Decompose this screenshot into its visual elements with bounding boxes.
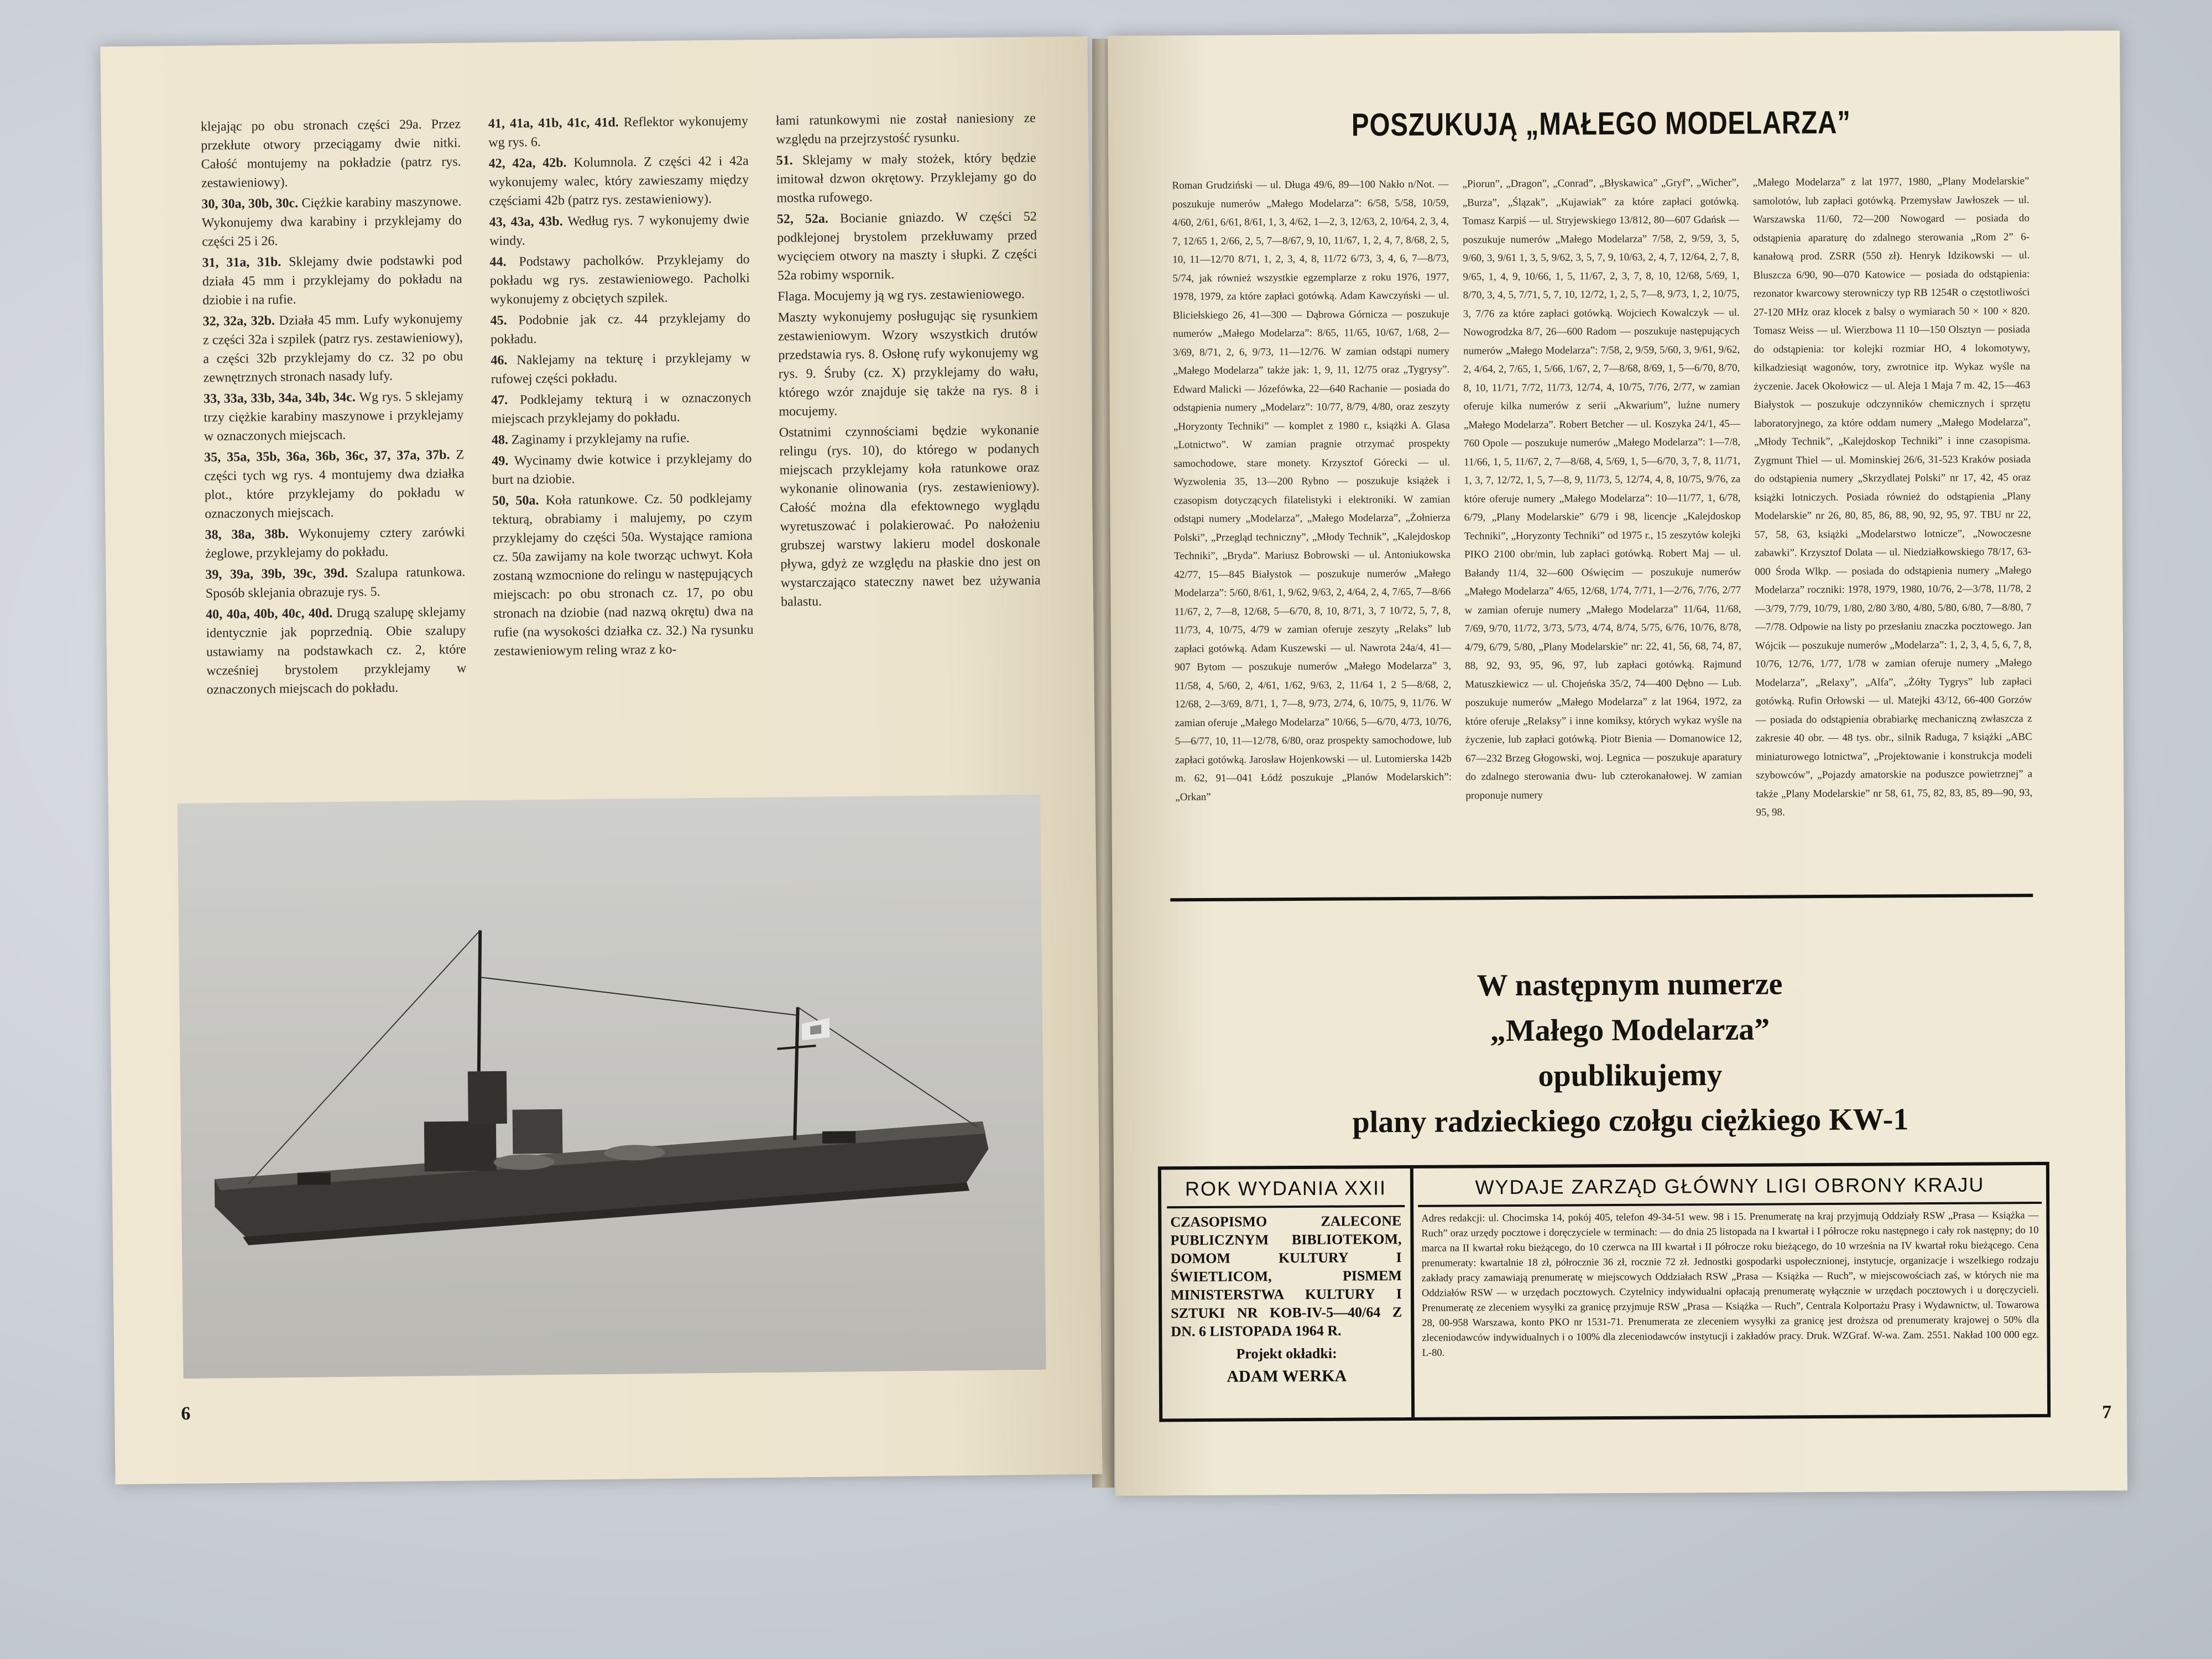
instruction-paragraph bbox=[490, 309, 750, 349]
ship-model-photo bbox=[178, 795, 1046, 1379]
publication-year-header: ROK WYDANIA XXII bbox=[1167, 1168, 1405, 1208]
instruction-text: Reflektor wykonujemy wg rys. 6. bbox=[488, 114, 749, 150]
part-numbers: 47. bbox=[491, 393, 520, 408]
part-numbers: 38, 38a, 38b. bbox=[205, 526, 299, 542]
instruction-text: Flaga. Mocujemy ją wg rys. zestawieniowego. bbox=[778, 286, 1025, 304]
instruction-paragraph bbox=[204, 387, 464, 446]
part-numbers: 45. bbox=[490, 313, 519, 328]
right-page-column-2 bbox=[1462, 174, 1742, 805]
instruction-paragraph bbox=[202, 310, 463, 388]
section-divider bbox=[1170, 894, 2033, 901]
instruction-paragraph bbox=[776, 149, 1036, 208]
part-numbers: 46. bbox=[491, 353, 517, 368]
page-number-left: 6 bbox=[181, 1403, 191, 1425]
instruction-paragraph bbox=[489, 210, 750, 251]
publication-info bbox=[1161, 1168, 1415, 1418]
ship-model-illustration bbox=[178, 795, 1046, 1379]
instruction-text: Podobnie jak cz. 44 przyklejamy do pokładu. bbox=[490, 311, 750, 347]
publisher-info bbox=[1413, 1165, 2047, 1417]
part-numbers: 33, 33a, 33b, 34a, 34b, 34c. bbox=[203, 390, 359, 406]
instruction-text: Bocianie gniazdo. W części 52 podklejonej brystolem przekłuwamy przed wycięciem otwory na maszty i słupki. Z części 52a robimy wspornik. bbox=[776, 209, 1037, 283]
publisher-header: WYDAJE ZARZĄD GŁÓWNY LIGI OBRONY KRAJU bbox=[1418, 1165, 2042, 1207]
left-page-column-2 bbox=[488, 112, 754, 663]
instruction-paragraph bbox=[201, 115, 461, 193]
part-numbers: 52, 52a. bbox=[776, 211, 841, 227]
instruction-paragraph bbox=[205, 523, 466, 564]
instruction-text: Działa 45 mm. Lufy wykonujemy z części 32a i szpilek (patrz rys. zestawieniowy), a części 32b przyklejamy do cz. 32 po obu zewnętrznych stronach nasady lufy. bbox=[202, 311, 463, 385]
instruction-paragraph bbox=[492, 428, 752, 450]
left-page-column-3 bbox=[776, 109, 1041, 614]
instruction-paragraph bbox=[779, 421, 1041, 612]
instruction-text: Zaginamy i przyklejamy na rufie. bbox=[511, 431, 690, 447]
instruction-paragraph bbox=[201, 192, 462, 252]
part-numbers: 44. bbox=[489, 254, 519, 270]
instruction-text: klejając po obu stronach części 29a. Przez przekłute otwory przeciągamy dwie nitki. Całość montujemy na pokładzie (patrz rys. zestawieniowy). bbox=[200, 117, 461, 191]
instruction-text: Sklejamy dwie podstawki pod działa 45 mm i przyklejamy do pokładu na dziobie i na rufie. bbox=[202, 253, 463, 308]
instruction-text: Sklejamy w mały stożek, który będzie imitował dzwon okrętowy. Przyklejamy go do mostka rufowego. bbox=[776, 150, 1037, 206]
instruction-text: Według rys. 7 wykonujemy dwie windy. bbox=[489, 212, 749, 249]
instruction-text: Podstawy pacholków. Przyklejamy do pokładu wg rys. zestawieniowego. Pacholki wykonujemy z obciętych szpilek. bbox=[489, 252, 750, 307]
instruction-paragraph bbox=[202, 251, 462, 310]
instruction-paragraph bbox=[206, 603, 467, 700]
part-numbers: 50, 50a. bbox=[492, 493, 546, 509]
part-numbers: 41, 41a, 41b, 41c, 41d. bbox=[488, 115, 624, 132]
ads-column-3-text: „Małego Modelarza” z lat 1977, 1980, „Plany Modelarskie” samolotów, lub zapłaci gotówką. Przemysław Jawłoszek — ul. Warszawska 11/60, 72—200 Nowogard — posiada do odstąpienia aparaturę do zdalnego sterowania „Rom 2” 6-kanałową prod. ZSRR (550 zł). Henryk Idzikowski — ul. Bluszcza 6/90, 90—070 Katowice — posiada do odstąpienia: rezonator kwarcowy sterowniczy typ RB 1254R o częstotliwości 27-120 MHz oraz klocek z balsy o wymiarach 50 × 100 × 820. Tomasz Weiss — ul. Wierzbowa 11 10—150 Olsztyn — posiada do odstąpienia: tor kolejki rozmiar HO, 4 lokomotywy, kilkadziesiąt wagonów, tory, zwrotnice itp. Wykaz wyśle na życzenie. Jacek Okołowicz — ul. Aleja 1 Maja 7 m. 42, 15—463 Białystok — poszukuje odczynników chemicznych i sprzętu laboratoryjnego, za które oddam numery „Małego Modelarza”, „Młody Technik”, „Kalejdoskop Techniki” i inne czasopisma. Zygmunt Thiel — ul. Mominskiej 26/6, 31-523 Kraków posiada do odstąpienia numery „Skrzydlatej Polski” nr 17, 42, 45 oraz książki lotniczych. Posiada również do odstąpienia „Plany Modelarskie” nr 26, 80, 85, 86, 88, 90, 92, 95, 97. TBU nr 22, 57, 58, 63, książki „Modelarstwo lotnicze”, „Nowoczesne zabawki”. Krzysztof Dolata — ul. Niedziałkowskiego 78/17, 63-000 Środa Wlkp. — posiada do odstąpienia numery „Małego Modelarza” roczniki: 1978, 1979, 1980, 10/76, 2—3/78, 11/78, 2—3/79, 7/79, 10/79, 1/80, 2/80 3/80, 4/80, 5/80, 6/80, 7—8/80, 7—7/78. Odpowie na listy po przesłaniu znaczka pocztowego. Jan Wójcik — poszukuje numerów „Modelarza”: 1, 2, 3, 4, 5, 6, 7, 8, 10/76, 12/76, 1/77, 1/78 w zamian oferuje numery „Małego Modelarza”, „Relaxy”, „Alfa”, „Żółty Tygrys” lub zapłaci gotówką. Rufin Orłowski — ul. Matejki 43/12, 66-400 Gorzów — posiada do odstąpienia obrabiarkę mechaniczną zwłaszcza z zakresie 40 obr. — 48 tys. obr., silnik Radugа, 7 książki „ABC miniaturowego lotnictwa”, „Projektowanie i konstrukcja modeli szybowców”, „Pojazdy amatorskie na poduszce powietrznej” a także „Plany Modelarskie” nr 58, 61, 75, 82, 83, 85, 89—90, 93, 95, 98. bbox=[1752, 175, 2033, 818]
right-page-column-1 bbox=[1172, 175, 1452, 807]
instruction-text: Drugą szalupę sklejamy identycznie jak poprzednią. Obie szalupy ustawiamy na podstawkach cz. 2, które wcześniej brystolem przyklejamy w oznaczonych miejscach do pokładu. bbox=[206, 604, 467, 697]
instruction-text: Naklejamy na tekturę i przyklejamy w rufowej części pokładu. bbox=[491, 351, 751, 387]
left-page bbox=[100, 36, 1102, 1485]
page-number-right: 7 bbox=[2102, 1402, 2112, 1423]
instruction-paragraph bbox=[492, 449, 752, 489]
left-page-column-1 bbox=[201, 115, 467, 702]
announcement-line-1: W następnym numerze bbox=[1477, 967, 1783, 1003]
instruction-text: Wycinamy dwie kotwice i przyklejamy do burt na dziobie. bbox=[492, 451, 752, 488]
instruction-text: Koła ratunkowe. Cz. 50 podklejamy tekturą, obrabiamy i malujemy, po czym przyklejamy do części 50a. Wystające ramiona cz. 50a zawijamy na kole tworząc uchwyt. Koła zostaną wzmocnione do relingu w następujących miejscach: po obu stronach cz. 17, po obu stronach na dziobie (nad nazwą okrętu) dwa na rufie (na wysokości działka cz. 32.) Na rysunku zestawieniowym reling wraz z ko- bbox=[492, 491, 754, 659]
instruction-text: Kolumnola. Z części 42 i 42a wykonujemy walec, który zawieszamy między częściami 42b (patrz rys. zestawieniowy). bbox=[488, 154, 749, 209]
instruction-text: Wg rys. 5 sklejamy trzy ciężkie karabiny maszynowe i przyklejamy w oznaczonych miejscach. bbox=[204, 389, 464, 444]
part-numbers: 31, 31a, 31b. bbox=[202, 254, 289, 270]
part-numbers: 43, 43a, 43b. bbox=[489, 214, 568, 230]
part-numbers: 51. bbox=[776, 153, 803, 168]
instruction-paragraph bbox=[489, 152, 749, 211]
instruction-paragraph bbox=[491, 348, 751, 389]
next-issue-announcement bbox=[1223, 960, 2037, 1146]
instruction-text: Z części tych wg rys. 4 montujemy dwa działka plot., które przyklejamy do pokładu w oznaczonych miejscach. bbox=[204, 447, 465, 521]
right-page-column-3 bbox=[1752, 172, 2032, 822]
instruction-paragraph bbox=[777, 207, 1037, 285]
instruction-paragraph bbox=[488, 112, 749, 152]
instruction-text: Maszty wykonujemy posługując się rysunkiem zestawieniowym. Wzory wszystkich drutów przedstawia rys. 8. Osłonę rufy wykonujemy wg rys. 9. Śruby (cz. X) przyklejamy do wału, którego wzór znajduje się także na rys. 8 i mocujemy. bbox=[778, 307, 1039, 419]
part-numbers: 48. bbox=[491, 432, 512, 448]
announcement-line-4: plany radzieckiego czołgu ciężkiego KW-1 bbox=[1352, 1102, 1909, 1140]
instruction-text: Podklejamy tekturą i w oznaczonych miejscach przyklejamy do pokładu. bbox=[491, 390, 752, 427]
part-numbers: 32, 32a, 32b. bbox=[202, 314, 279, 329]
instruction-paragraph bbox=[778, 285, 1037, 306]
instruction-paragraph bbox=[492, 489, 754, 661]
announcement-line-2: „Małego Modelarza” bbox=[1490, 1012, 1770, 1048]
instruction-text: łami ratunkowymi nie został naniesiony ze względu na przejrzystość rysunku. bbox=[775, 111, 1036, 147]
instruction-text: Wykonujemy cztery zarówki żeglowe, przyklejamy do pokładu. bbox=[205, 525, 465, 561]
ads-column-2-text: „Piorun”, „Dragon”, „Conrad”, „Błyskawica” „Gryf”, „Wicher”, „Burza”, „Ślązak”, „Kujawiak” za które zapłaci gotówką. Tomasz Karpiś — ul. Stryjewskiego 13/812, 80—607 Gdańsk — poszukuje numerów „Małego Modelarza” 7/58, 2, 9/59, 3, 5, 9/60, 3, 9/61 1, 3, 5, 9/62, 3, 5, 7, 9, 10/63, 2, 4, 7, 12/64, 2, 7, 8, 9/65, 1, 4, 9, 10/66, 1, 5, 11/67, 2, 3, 7, 8, 10, 12/68, 5/69, 1, 8/70, 3, 4, 5, 7/71, 5, 7, 10, 12/72, 1, 2, 5, 7—8, 9/73, 1, 2, 10/75, 3, 7/76 za które zapłaci gotówką. Wojciech Kowalczyk — ul. Nowogrodzka 8/7, 26—600 Radom — poszukuje następujących numerów „Małego Modelarza”: 7/58, 2, 9/59, 5/60, 3, 9/61, 9/62, 2, 4/64, 2, 7/65, 1, 5/66, 1/67, 2, 7—8/68, 8/69, 1, 5—6/70, 8/70, 8, 10, 11/71, 7/72, 11/73, 12/74, 4, 10/75, 7/76, 2/77, w zamian oferuje kilka numerów z serii „Akwarium”, luźne numery „Małego Modelarza”. Robert Betcher — ul. Koszyka 24/1, 45—760 Opole — poszukuje numerów „Małego Modelarza”: 1—7/8, 11/66, 1, 5, 11/67, 2, 7—8/68, 4, 5/69, 1, 5—6/70, 3, 7, 8, 11/71, 1, 3, 7, 12/72, 1, 5, 7—8, 9, 11/73, 5, 12/74, 4, 8, 10/75, 9/76, za które oferuje numery „Małego Modelarza”: 10—11/77, 1, 6/78, 6/79, „Plany Modelarskie” 6/79 i 98, licencje „Kalejdoskop Techniki”, „Horyzonty Techniki” od 1975 r., 15 zeszytów kolejki PIKO 2100 obr/min, lub zapłaci gotówką. Robert Maj — ul. Bałandy 11/4, 32—600 Oświęcim — poszukuje numerów „Małego Modelarza” 4/65, 12/68, 1/74, 7/71, 1—2/76, 7/76, 2/77 w zamian oferuje numery „Małego Modelarza” 11/64, 11/68, 7/69, 9/70, 11/72, 3/73, 5/73, 4/74, 8/74, 5/75, 6/76, 10/76, 8/78, 4/79, 6/79, 5/80, „Plany Modelarskie” nr: 22, 41, 56, 68, 74, 87, 88, 92, 93, 95, 96, 97, lub zapłaci gotówką. Rajmund Matuszkiewicz — ul. Chojeńska 35/2, 74—400 Dębno — Lub. poszukuje numerów „Małego Modelarza” z lat 1964, 1972, za które oferuje „Relaksy” i inne komiksy, których wykaz wyśle na życzenie, lub zapłaci gotówką. Piotr Bienia — Domanowice 12, 67—232 Brzeg Głogowski, woj. Legnica — poszukuje aparatury do zdalnego sterowania dwu- lub czterokanałowej. W zamian proponuje numery bbox=[1462, 176, 1743, 801]
part-numbers: 30, 30a, 30b, 30c. bbox=[201, 196, 302, 212]
part-numbers: 40, 40a, 40b, 40c, 40d. bbox=[206, 606, 337, 622]
publication-recommendation: CZASOPISMO ZALECONE PUBLICZNYM BIBLIOTEKOM, DOMOM KULTURY I ŚWIETLICOM, PISMEM MINISTERSTWA KULTURY I SZTUKI NR KOB-IV-5—40/64 Z DN. 6 LISTOPADA 1964 R. bbox=[1170, 1213, 1402, 1340]
announcement-line-3: opublikujemy bbox=[1538, 1058, 1723, 1093]
instruction-paragraph bbox=[489, 250, 750, 309]
right-page bbox=[1108, 30, 2127, 1496]
instruction-paragraph bbox=[778, 306, 1039, 421]
page-title: POSZUKUJĄ „MAŁEGO MODELARZA” bbox=[1351, 104, 1851, 143]
masthead-box bbox=[1158, 1162, 2051, 1422]
subscription-details: Adres redakcji: ul. Chocimska 14, pokój 405, telefon 49-34-51 wew. 98 i 15. Prenumeratę na kraj przyjmują Oddziały RSW „Prasa — Książka — Ruch” oraz urzędy pocztowe i doręczyciele w terminach: — do dnia 25 listopada na I kwartał i I półrocze roku następnego i cały rok następny; do 10 marca na II kwartał roku bieżącego, do 10 czerwca na III kwartał i II półrocze roku bieżącego, do 10 września na IV kwartał roku bieżącego. Cena prenumeraty: kwartalnie 18 zł, półrocznie 36 zł, rocznie 72 zł. Jednostki gospodarki uspołecznionej, instytucje, organizacje i wszelkiego rodzaju zakłady pracy zamawiają prenumeratę w miejscowych Oddziałach RSW „Prasa — Książka — Ruch”, w miejscowościach zaś, w których nie ma Oddziałów RSW — w urzędach pocztowych. Czytelnicy indywidualni opłacają prenumeratę wyłącznie w urzędach pocztowych i u doręczycieli. Prenumeratę ze zleceniem wysyłki za granicę przyjmuje RSW „Prasa — Książka — Ruch”, Centrala Kolportażu Prasy i Wydawnictw, ul. Towarowa 28, 00-958 Warszawa, konto PKO nr 1531-71. Prenumerata ze zleceniem wysyłki za granicę jest droższa od prenumeraty krajowej o 50% dla zleceniodawców indywidualnych i o 100% dla zleceniodawców instytucji i zakładów pracy. Druk. WZGraf. W-wa. Zam. 2551. Nakład 100 000 egz. L-80. bbox=[1421, 1210, 2039, 1359]
part-numbers: 42, 42a, 42b. bbox=[488, 155, 574, 171]
ads-column-1-text: Roman Grudziński — ul. Długa 49/6, 89—100 Nakło n/Not. — poszukuje numerów „Małego Modelarza”: 6/58, 5/58, 10/59, 4/60, 2/61, 6/61, 8/61, 1, 3, 4/62, 1—2, 3, 12/63, 2, 10/64, 2, 3, 4, 7, 12/65 1, 2/66, 2, 5, 7—8/67, 9, 10, 11/67, 1, 2, 4, 7, 8/68, 2, 5, 10, 11—12/70 8/71, 1, 2, 3, 4, 8, 11/72 6/73, 3, 4, 6, 7—8/73, 5/74, jak również wszystkie egzemplarze z roku 1976, 1977, 1978, 1979, za które zapłaci gotówką. Adam Kawczyński — ul. Bliciełskiego 26, 41—300 — Dąbrowa Górnicza — poszukuje numerów „Małego Modelarza”: 8/65, 11/65, 10/67, 1/68, 2—3/69, 8/71, 2, 6, 9/73, 11—12/76. W zamian odstąpi numery „Małego Modelarza” także jak: 1, 9, 11, 12/75 oraz „Tygrysy”. Edward Malicki — Józefówka, 22—640 Rachanie — posiada do odstąpienia numery „Modelarz”: 10/77, 8/79, 4/80, oraz zeszyty „Horyzonty Techniki” — komplet z 1980 r., książki A. Glasa „Lotnictwo”. W zamian pragnie otrzymać prospekty samochodowe, stare monety. Krzysztof Górecki — ul. Wyzwolenia 35, 13—200 Rybno — poszukuje książek i czasopism dotyczących filatelistyki i elektroniki. W zamian odstąpi numery „Modelarza”, „Małego Modelarza”, „Żołnierza Polski”, „Przegląd techniczny”, „Młody Technik”, „Kalejdoskop Techniki”, „Bryda”. Mariusz Bobrowski — ul. Antoniukowska 42/77, 15—845 Białystok — poszukuje numerów „Małego Modelarza”: 5/60, 8/61, 1, 9/62, 9/63, 2, 4/64, 2, 4, 7/65, 7—8/66 11/67, 2, 7—8, 12/68, 5—6/70, 8, 10, 8/71, 3, 7 10/72, 5, 7, 8, 11/73, 4, 10/75, 4/79 w zamian oferuje zeszyty „Relaks” lub zapłaci gotówką. Adam Kuszewski — ul. Nawrota 24a/4, 41—907 Bytom — poszukuje numerów „Małego Modelarza” 3, 11/58, 4, 5/60, 2, 4/61, 1/62, 9/63, 2, 11/64 1, 2 5—8/68, 2, 12/68, 2—3/69, 8/71, 1, 7—8, 9/73, 2/74, 6, 10/75, 9, 11/76. W zamian oferuje „Małego Modelarza” 10/66, 5—6/70, 4/73, 10/76, 5—6/77, 10, 11—12/78, 6/80, oraz prospekty samochodowe, lub zapłaci gotówką. Jarosław Hojenkowski — ul. Lutomierska 142b m. 62, 91—041 Łódź poszukuje „Planów Modelarskich”: „Orkan” bbox=[1172, 178, 1452, 803]
instruction-text: Ciężkie karabiny maszynowe. Wykonujemy dwa karabiny i przyklejamy do części 25 i 26. bbox=[201, 194, 462, 249]
instruction-paragraph bbox=[491, 388, 752, 429]
instruction-paragraph bbox=[204, 446, 465, 524]
cover-credit-name: ADAM WERKA bbox=[1227, 1366, 1347, 1386]
cover-credit-label: Projekt okładki: bbox=[1236, 1345, 1337, 1362]
instruction-paragraph bbox=[205, 563, 466, 603]
instruction-text: Szalupa ratunkowa. Sposób sklejania obrazuje rys. 5. bbox=[205, 565, 466, 601]
part-numbers: 49. bbox=[492, 453, 514, 469]
instruction-paragraph bbox=[776, 109, 1036, 149]
part-numbers: 35, 35a, 35b, 36a, 36b, 36c, 37, 37a, 37b. bbox=[204, 447, 456, 465]
instruction-text: Ostatnimi czynnościami będzie wykonanie relingu (rys. 10), do którego w podanych miejscach przyklejamy koła ratunkowe oraz wykonanie olinowania (rys. zestawieniowy). Całość można dla efektownego wyglądu wyretuszować i polakierować. Po nałożeniu grubszej warstwy lakieru model doskonale pływa, gdyż ze względu na płaskie dno jest on wystarczająco stateczny nawet bez używania balastu. bbox=[779, 422, 1041, 609]
part-numbers: 39, 39a, 39b, 39c, 39d. bbox=[205, 566, 356, 582]
